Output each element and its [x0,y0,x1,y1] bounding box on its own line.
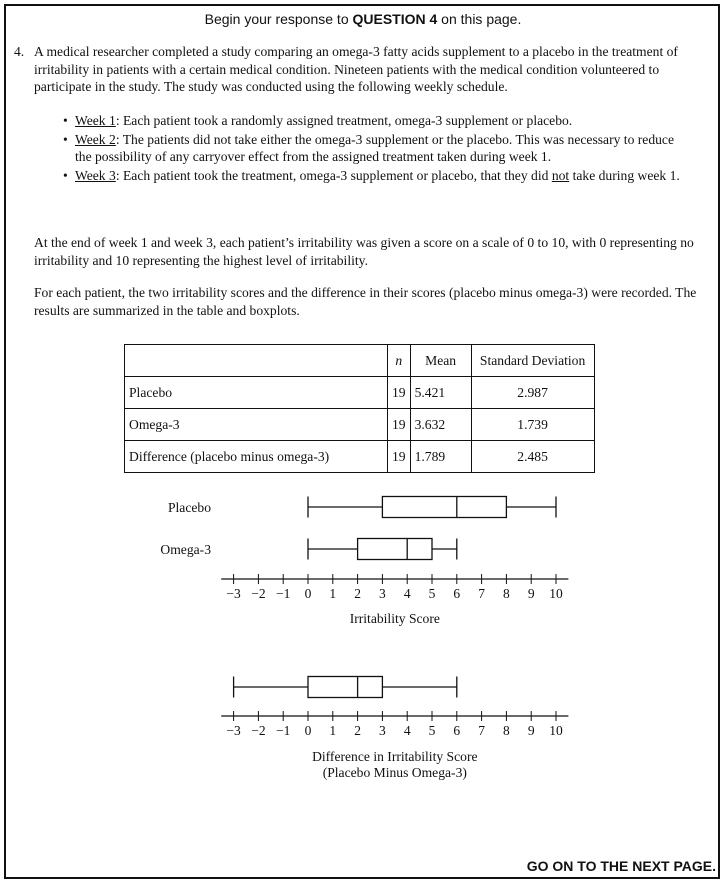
list-item: • Week 3: Each patient took the treatment, omega-3 supplement or placebo, that they did not take during week 1. [63,167,680,183]
tick-label: 7 [478,586,485,601]
page-header: Begin your response to QUESTION 4 on this page. [204,11,522,27]
tick-label: 4 [403,723,411,738]
series-label: Omega-3 [160,542,211,557]
list-item: • Week 1: Each patient took a randomly assigned treatment, omega-3 supplement or placebo. [63,113,573,128]
table-cell: 3.632 [410,409,471,441]
tick-label: −2 [251,723,266,738]
table-header-cell: n [388,345,411,377]
irritability-boxplots [160,497,568,627]
series-label: Placebo [167,500,211,515]
tick-label: 10 [549,586,563,601]
list-item: • Week 2: The patients did not take either the omega-3 supplement or the placebo. This was necessary to reduce the possibility of any carryover effect from the assigned treatment taken during week 1. [63,131,674,164]
bullet-icon: • [63,167,68,183]
tick-label: 4 [403,586,411,601]
tick-label: 3 [379,723,386,738]
table-cell: 2.485 [471,441,594,473]
table-cell: Omega-3 [125,409,388,441]
tick-label: 0 [304,586,312,601]
tick-label: 9 [527,723,535,738]
tick-label: −2 [251,586,266,601]
tick-label: 7 [478,723,485,738]
tick-label: 9 [527,586,535,601]
question-number: 4. [14,44,25,59]
tick-label: 5 [428,723,436,738]
tick-label: 10 [549,723,563,738]
tick-label: 8 [503,723,510,738]
tick-label: 2 [354,723,361,738]
tick-label: 6 [453,723,461,738]
tick-label: −1 [276,586,291,601]
iqr-box [358,539,432,560]
tick-label: 2 [354,586,361,601]
x-axis-sublabel: (Placebo Minus Omega-3) [322,765,467,780]
question-intro: A medical researcher completed a study comparing an omega-3 fatty acids supplement to a placebo in the treatment of irritability in patients with a certain medical condition. Nineteen patients with the medical condition volunteered to participate in the study. The study was conducted using the following weekly schedule. [34,44,678,94]
difference-boxplot [221,677,568,782]
tick-label: 6 [453,586,461,601]
iqr-box [308,677,382,698]
table-cell: Difference (placebo minus omega-3) [125,441,388,473]
tick-label: −1 [276,723,291,738]
tick-label: 0 [304,723,312,738]
table-cell: 19 [388,409,411,441]
bullet-icon: • [63,131,68,147]
tick-label: 3 [379,586,386,601]
table-cell: 19 [388,377,411,409]
next-page-notice: GO ON TO THE NEXT PAGE. [526,858,716,874]
x-axis-label: Difference in Irritability Score [312,749,478,764]
tick-label: −3 [226,586,241,601]
table-cell: Placebo [125,377,388,409]
iqr-box [382,497,506,518]
x-axis-label: Irritability Score [349,611,440,626]
table-cell: 2.987 [471,377,594,409]
table-cell: 5.421 [410,377,471,409]
tick-label: 5 [428,586,436,601]
table-header-cell: Standard Deviation [471,345,594,377]
table-header-cell: Mean [410,345,471,377]
table-cell: 1.789 [410,441,471,473]
table-cell: 1.739 [471,409,594,441]
tick-label: 8 [503,586,510,601]
table-cell: 19 [388,441,411,473]
results-paragraph: For each patient, the two irritability scores and the difference in their scores (placebo minus omega-3) were recorded. The results are summarized in the table and boxplots. [34,285,697,318]
bullet-icon: • [63,113,68,128]
scoring-paragraph: At the end of week 1 and week 3, each patient’s irritability was given a score on a scale of 0 to 10, with 0 representing no irritability and 10 representing the highest level of irritability. [34,235,694,268]
tick-label: 1 [329,586,337,601]
tick-label: −3 [226,723,241,738]
tick-label: 1 [329,723,337,738]
